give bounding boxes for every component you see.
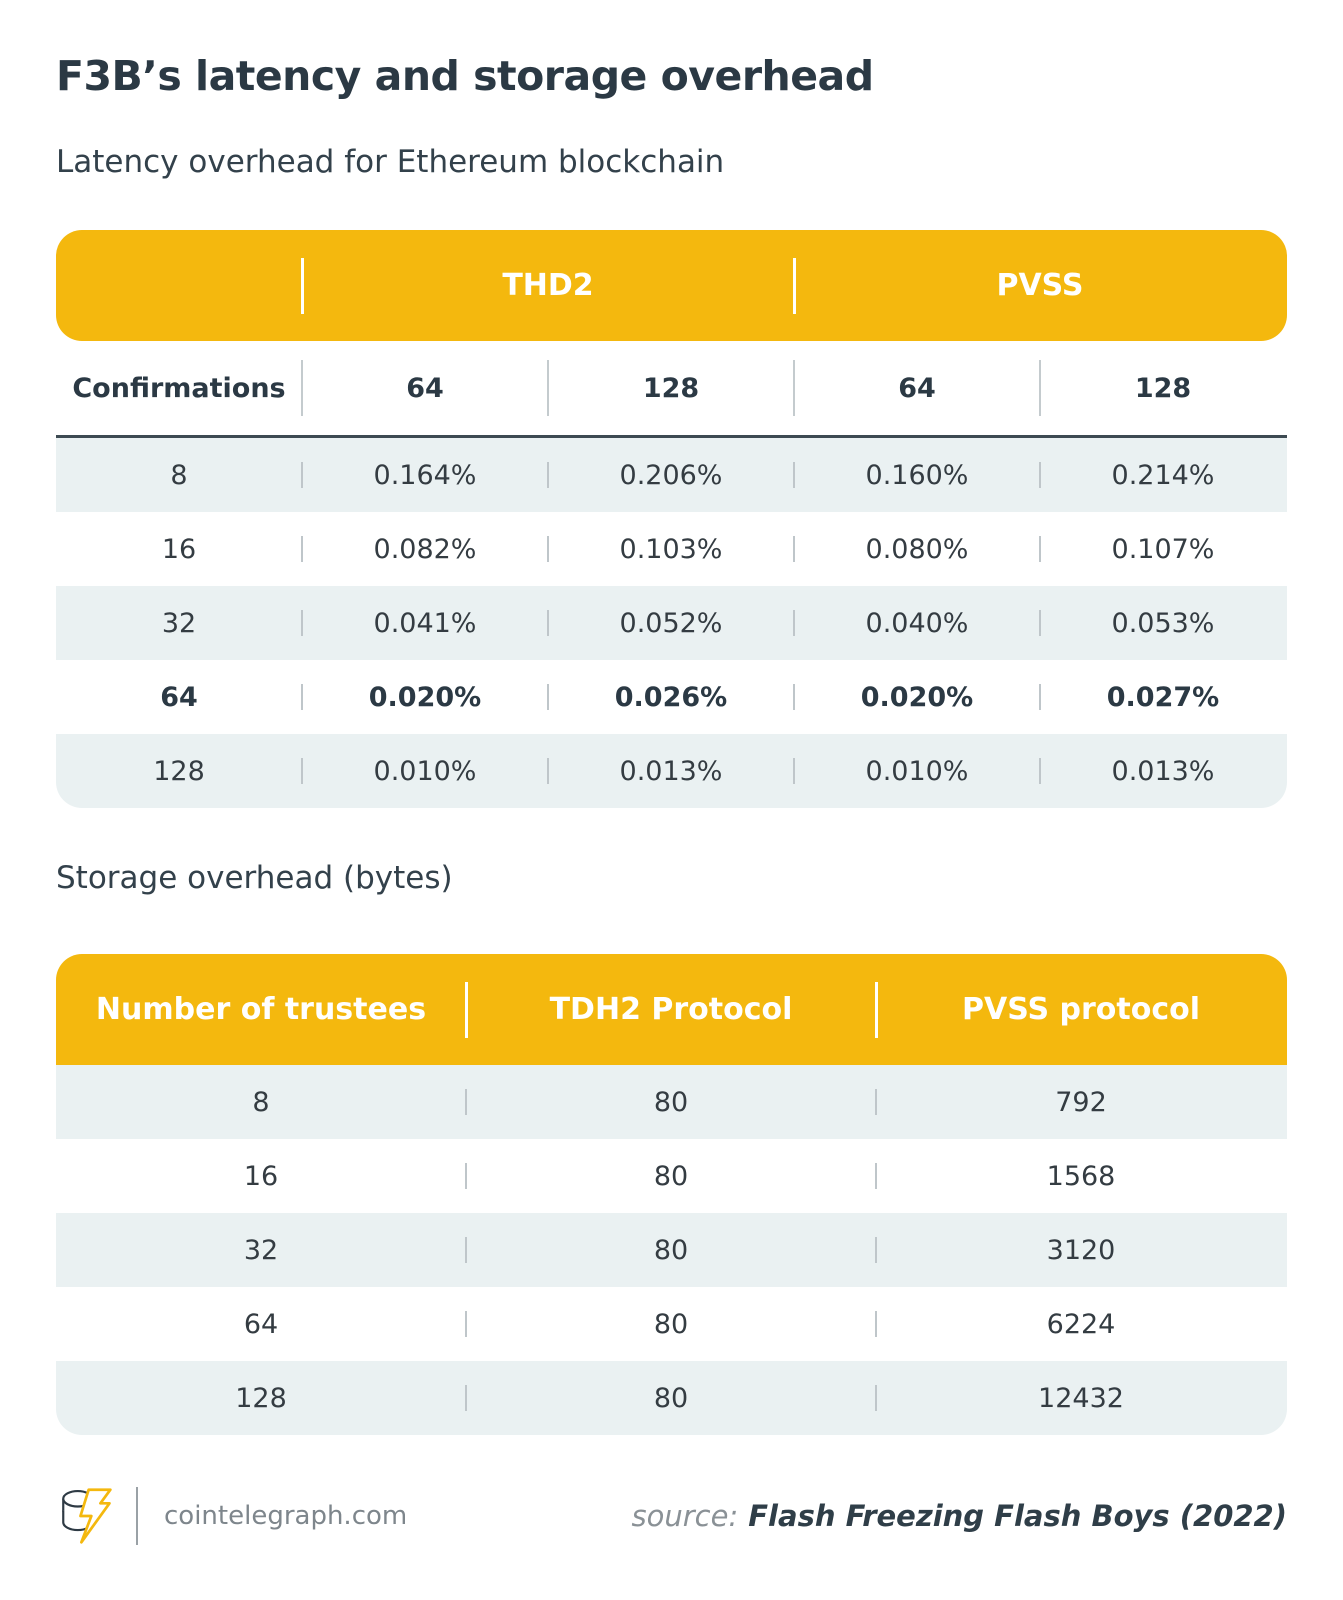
group-header-label: PVSS: [996, 268, 1084, 303]
value-text: 0.080%: [865, 533, 969, 565]
cell-value: [302, 608, 548, 639]
table-row: [56, 1065, 1287, 1139]
subheader-col: [302, 373, 548, 404]
cell-divider: [465, 1163, 467, 1189]
value-text: 1568: [1046, 1160, 1116, 1192]
footer-brand: [56, 1483, 407, 1549]
value-text: 0.164%: [373, 459, 477, 491]
row-label: 16: [161, 533, 197, 565]
row-label: 8: [252, 1086, 270, 1118]
value-text: 80: [653, 1086, 689, 1118]
cell-divider: [1039, 758, 1041, 784]
cell-value: [1040, 608, 1286, 639]
subheader-col: [548, 373, 794, 404]
cell-value: [302, 460, 548, 491]
cell-divider: [547, 684, 549, 710]
value-text: 0.013%: [619, 755, 723, 787]
column-divider: [875, 982, 878, 1038]
cell-value: [302, 534, 548, 565]
cell-value: [548, 608, 794, 639]
table-row: [56, 1361, 1287, 1435]
value-text: 80: [653, 1382, 689, 1414]
cell-value: [876, 1161, 1286, 1192]
value-text: 6224: [1046, 1308, 1116, 1340]
header-col-label: PVSS protocol: [961, 992, 1201, 1027]
row-label: 128: [235, 1382, 287, 1414]
subheader-col-label: 64: [898, 372, 936, 404]
cell-divider: [547, 536, 549, 562]
latency-table-subheader: [56, 341, 1287, 438]
value-text: 0.020%: [860, 681, 974, 713]
cell-value: [548, 534, 794, 565]
table-row: [56, 512, 1287, 586]
value-text: 80: [653, 1160, 689, 1192]
cell-divider: [1039, 536, 1041, 562]
storage-header-col: Number of trustees: [95, 992, 427, 1027]
cell-value: [466, 1383, 876, 1414]
value-text: 792: [1055, 1086, 1107, 1118]
cell-divider: [301, 536, 303, 562]
cell-value: [466, 1087, 876, 1118]
table-row: [56, 734, 1287, 808]
cell-value: [466, 1309, 876, 1340]
column-divider: [1039, 360, 1041, 416]
cell-divider: [875, 1089, 877, 1115]
value-text: 0.052%: [619, 607, 723, 639]
cell-value: [1040, 534, 1286, 565]
subheader-col: [1040, 373, 1286, 404]
latency-table: [56, 230, 1287, 808]
cell-value: [1040, 682, 1286, 713]
cell-value: [794, 534, 1040, 565]
cell-value: [466, 1161, 876, 1192]
cell-value: [548, 460, 794, 491]
value-text: 0.082%: [373, 533, 477, 565]
table-row: [56, 586, 1287, 660]
value-text: 0.214%: [1111, 459, 1215, 491]
cell-divider: [465, 1089, 467, 1115]
value-text: 0.013%: [1111, 755, 1215, 787]
site-link[interactable]: cointelegraph.com: [164, 1501, 408, 1531]
cell-value: [548, 756, 794, 787]
cell-divider: [875, 1163, 877, 1189]
storage-header-col: [466, 992, 876, 1027]
storage-header-col: [876, 992, 1286, 1027]
row-label: 8: [170, 459, 188, 491]
source-label: source:: [631, 1499, 739, 1533]
column-divider: [301, 258, 304, 314]
value-text: 3120: [1046, 1234, 1116, 1266]
value-text: 0.107%: [1111, 533, 1215, 565]
cell-divider: [547, 462, 549, 488]
table-row-emphasized: [56, 660, 1287, 734]
value-text: 0.010%: [373, 755, 477, 787]
cell-divider: [793, 684, 795, 710]
header-col-label: TDH2 Protocol: [549, 992, 793, 1027]
latency-section-heading: Latency overhead for Ethereum blockchain: [56, 144, 725, 180]
cell-divider: [301, 684, 303, 710]
source-title: Flash Freezing Flash Boys (2022): [748, 1499, 1287, 1533]
value-text: 80: [653, 1308, 689, 1340]
cell-value: [876, 1383, 1286, 1414]
cell-divider: [875, 1237, 877, 1263]
cell-value: [302, 756, 548, 787]
column-divider: [793, 360, 795, 416]
cell-divider: [793, 758, 795, 784]
cell-divider: [875, 1385, 877, 1411]
row-label: 64: [160, 681, 198, 713]
cell-value: [1040, 460, 1286, 491]
row-label: 16: [243, 1160, 279, 1192]
value-text: 0.103%: [619, 533, 723, 565]
value-text: 0.010%: [865, 755, 969, 787]
storage-section-heading: Storage overhead (bytes): [56, 860, 453, 896]
cell-divider: [1039, 610, 1041, 636]
group-header-thd2: [302, 268, 794, 303]
source-credit: [632, 1499, 1287, 1533]
cell-value: [1040, 756, 1286, 787]
column-divider: [301, 360, 303, 416]
value-text: 80: [653, 1234, 689, 1266]
cell-divider: [465, 1311, 467, 1337]
lightning-bolt-icon: [80, 1490, 110, 1543]
row-label: 32: [161, 607, 197, 639]
cell-divider: [547, 610, 549, 636]
group-header-pvss: [794, 268, 1286, 303]
table-row: [56, 438, 1287, 512]
subheader-col-label: 64: [406, 372, 444, 404]
subheader-col: [794, 373, 1040, 404]
subheader-col-label: 128: [642, 372, 700, 404]
cell-value: [876, 1235, 1286, 1266]
row-label: 32: [243, 1234, 279, 1266]
cell-divider: [1039, 684, 1041, 710]
value-text: 12432: [1038, 1382, 1124, 1414]
value-text: 0.040%: [865, 607, 969, 639]
value-text: 0.020%: [368, 681, 482, 713]
subheader-row-label: Confirmations: [72, 372, 286, 404]
cell-value: [548, 682, 794, 713]
table-row: [56, 1139, 1287, 1213]
value-text: 0.041%: [373, 607, 477, 639]
cell-value: [302, 682, 548, 713]
subheader-col-label: 128: [1134, 372, 1192, 404]
cell-value: [466, 1235, 876, 1266]
cell-divider: [465, 1237, 467, 1263]
value-text: 0.027%: [1106, 681, 1220, 713]
table-row: [56, 1287, 1287, 1361]
cell-value: [876, 1087, 1286, 1118]
value-text: 0.206%: [619, 459, 723, 491]
table-row: [56, 1213, 1287, 1287]
column-divider: [547, 360, 549, 416]
cell-value: [794, 756, 1040, 787]
group-header-label: THD2: [502, 268, 594, 303]
storage-table: [56, 954, 1287, 1435]
footer-divider: [136, 1487, 138, 1545]
cointelegraph-logo-icon: [56, 1483, 114, 1549]
storage-table-header: [56, 954, 1287, 1065]
cell-divider: [301, 758, 303, 784]
row-label: 128: [153, 755, 205, 787]
column-divider: [793, 258, 796, 314]
column-divider: [465, 982, 468, 1038]
cell-divider: [1039, 462, 1041, 488]
cell-divider: [547, 758, 549, 784]
cell-divider: [793, 610, 795, 636]
cell-divider: [465, 1385, 467, 1411]
cell-divider: [793, 462, 795, 488]
value-text: 0.026%: [614, 681, 728, 713]
value-text: 0.053%: [1111, 607, 1215, 639]
row-label: 64: [243, 1308, 279, 1340]
cell-value: [876, 1309, 1286, 1340]
cell-value: [794, 682, 1040, 713]
cell-divider: [301, 610, 303, 636]
cell-divider: [793, 536, 795, 562]
footer: [56, 1483, 1287, 1549]
latency-table-group-header: [56, 230, 1287, 341]
value-text: 0.160%: [865, 459, 969, 491]
cell-divider: [875, 1311, 877, 1337]
cell-value: [794, 608, 1040, 639]
cell-value: [794, 460, 1040, 491]
page-title: F3B’s latency and storage overhead: [56, 52, 874, 100]
cell-divider: [301, 462, 303, 488]
